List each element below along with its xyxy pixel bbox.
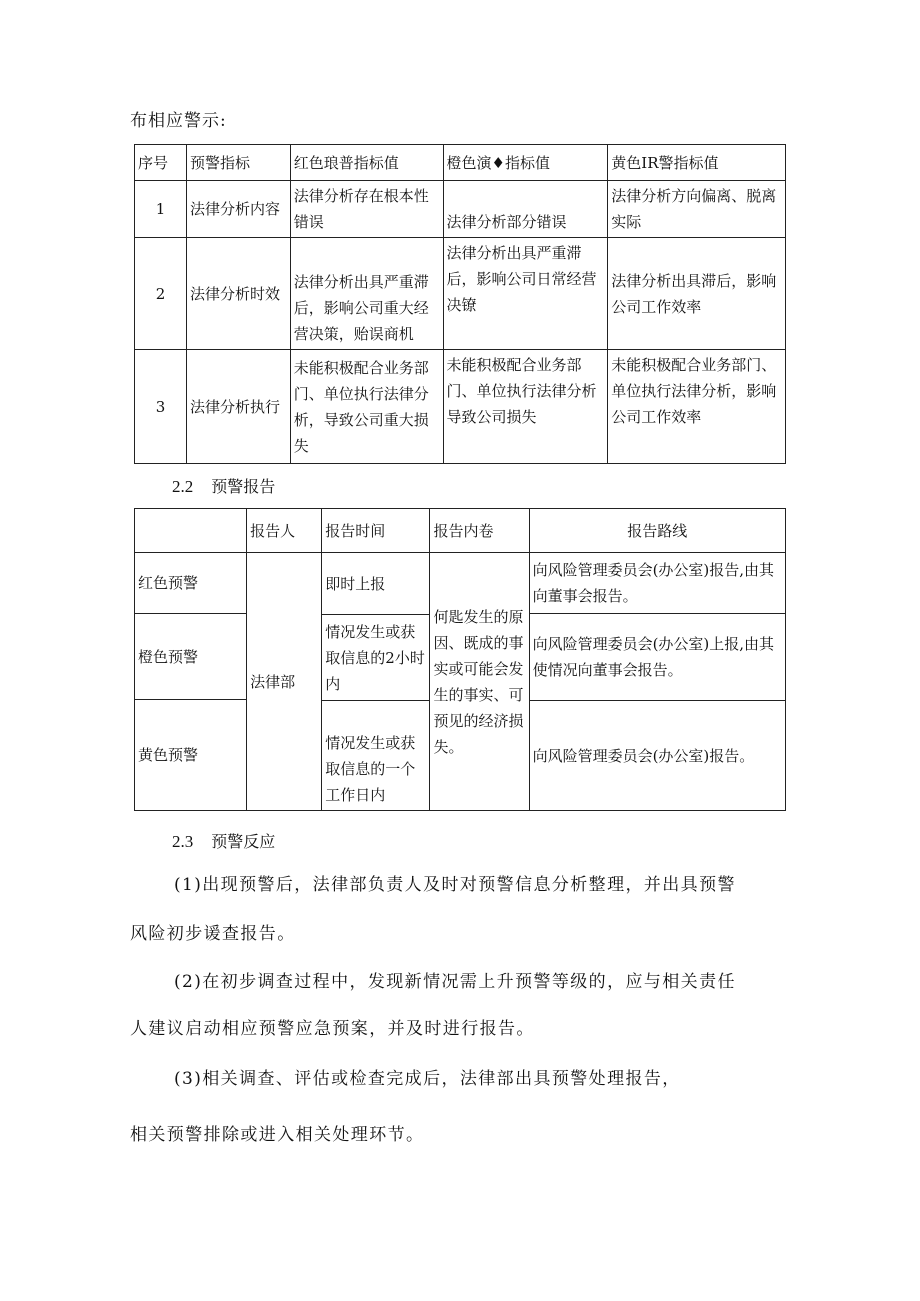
header-cell: 报告时间 — [322, 509, 430, 553]
table-cell: 法律分析存在根本性错误 — [290, 181, 443, 238]
table-header-row — [135, 509, 786, 553]
paragraph-1-line-1: (1)出现预警后，法律部负责人及时对预警信息分析整理，并出具预警 — [174, 875, 736, 895]
paragraph-2-line-2: 人建议启动相应预警应急预案，并及时进行报告。 — [130, 1019, 535, 1039]
header-cell: 黄色IR警指标值 — [608, 145, 786, 181]
time-cell: 情况发生或获取信息的2小时内 — [322, 615, 430, 701]
table-cell: 法律分析内容 — [186, 181, 290, 238]
table-header-row — [135, 145, 786, 181]
route-cell: 向风险管理委员会(办公室)上报,由其使情况向董事会报告。 — [529, 614, 785, 701]
section-number: 2.3 — [172, 832, 194, 851]
table-cell: 1 — [135, 181, 187, 238]
intro-text: 布相应警示: — [130, 111, 227, 131]
reporter-cell: 法律部 — [247, 553, 322, 811]
paragraph-1-line-2: 风险初步谖查报告。 — [130, 924, 296, 944]
table-row — [135, 181, 786, 238]
table-cell: 法律分析出具严重滞后，影响公司重大经营决策，贻误商机 — [290, 238, 443, 350]
header-cell: 报告人 — [247, 509, 322, 553]
table-cell: 法律分析部分错误 — [443, 181, 608, 238]
table-cell: 法律分析方向偏离、脱离实际 — [608, 181, 786, 238]
section-heading-2-3 — [172, 829, 275, 852]
table-cell: 2 — [135, 238, 187, 350]
paragraph-3-line-2: 相关预警排除或进入相关处理环节。 — [130, 1125, 425, 1145]
table-cell: 法律分析执行 — [186, 350, 290, 464]
header-cell: 红色琅普指标值 — [290, 145, 443, 181]
table-cell: 法律分析时效 — [186, 238, 290, 350]
paragraph-3-line-1: (3)相关调查、评估或检查完成后，法律部出具预警处理报告， — [174, 1069, 681, 1089]
table-cell: 未能积极配合业务部门、单位执行法律分析，影响公司工作效率 — [608, 350, 786, 464]
table-cell: 3 — [135, 350, 187, 464]
paragraph-2-line-1: (2)在初步调查过程中，发现新情况需上升预警等级的，应与相关责任 — [174, 972, 736, 992]
header-cell: 报告内卷 — [430, 509, 529, 553]
route-cell: 向风险管理委员会(办公室)报告,由其向董事会报告。 — [529, 553, 785, 614]
header-cell: 橙色演♦指标值 — [443, 145, 608, 181]
route-cell: 向风险管理委员会(办公室)报告。 — [529, 701, 785, 811]
table-cell: 法律分析出具滞后，影响公司工作效率 — [608, 238, 786, 350]
level-cell-red: 红色预警 — [135, 553, 247, 614]
time-cell: 即时上报 — [322, 553, 430, 615]
warning-indicator-table — [134, 144, 786, 464]
section-title: 预警报告 — [211, 477, 276, 496]
section-title: 预警反应 — [211, 832, 276, 851]
time-cell: 情况发生或获取信息的一个工作日内 — [322, 701, 430, 811]
table-cell: 法律分析出具严重滞后，影响公司日常经营决镣 — [443, 238, 608, 350]
section-number: 2.2 — [172, 477, 194, 496]
content-cell: 何匙发生的原因、既成的事实或可能会发生的事实、可预见的经济损失。 — [430, 553, 529, 811]
level-cell-yellow: 黄色预警 — [135, 700, 247, 811]
table-cell: 未能积极配合业务部门、单位执行法律分析导致公司损失 — [443, 350, 608, 464]
header-cell — [135, 509, 247, 553]
header-cell: 预警指标 — [186, 145, 290, 181]
table-cell: 未能积极配合业务部门、单位执行法律分析，导致公司重大损失 — [290, 350, 443, 464]
section-heading-2-2 — [172, 474, 275, 497]
header-cell: 报告路线 — [529, 509, 785, 553]
header-cell: 序号 — [135, 145, 187, 181]
table-row — [135, 238, 786, 350]
level-cell-orange: 橙色预警 — [135, 614, 247, 700]
table-row — [135, 553, 786, 614]
table-row — [135, 350, 786, 464]
warning-report-table — [134, 508, 786, 811]
